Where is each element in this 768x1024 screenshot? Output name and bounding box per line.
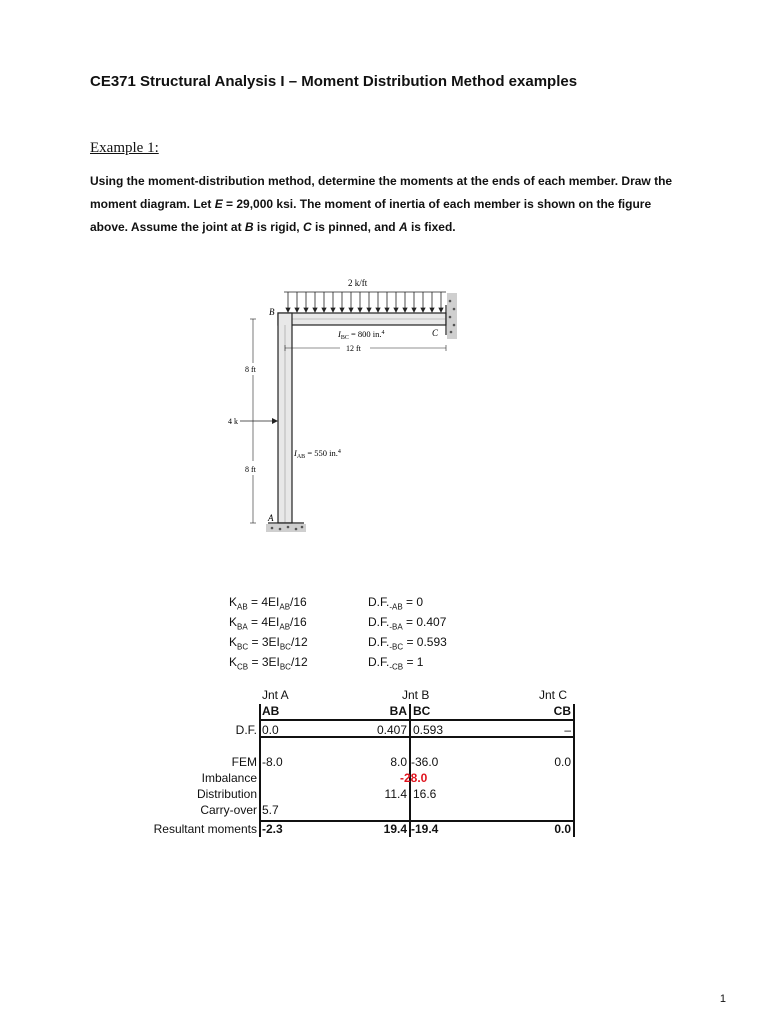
col-line-a — [259, 704, 261, 837]
page-number: 1 — [719, 993, 726, 1005]
lower-8ft-label: 8 ft — [245, 465, 256, 474]
cell-res-bc: -19.4 — [411, 822, 439, 836]
jnt-c-header: Jnt C — [539, 688, 568, 702]
point-load-arrow — [240, 418, 278, 424]
frame-figure — [220, 275, 470, 550]
cell-res-ab: -2.3 — [262, 822, 283, 836]
load-arrow-head — [421, 308, 425, 312]
pin-support-c — [446, 293, 457, 339]
cell-fem-ba: 8.0 — [390, 755, 407, 769]
problem-statement: Using the moment-distribution method, determine the moments at the ends of each member. Draw the moment diagram. Let E = 29,000 ksi. The moment of inertia of each member is shown on the figure above. Assume the joint at B is rigid, C is pinned, and A is fixed. — [90, 174, 673, 234]
member-bc: BC — [413, 704, 431, 718]
span-12ft-label: 12 ft — [346, 344, 361, 353]
cell-res-ba: 19.4 — [383, 822, 407, 836]
load-2kft-label: 2 k/ft — [348, 278, 368, 288]
load-arrow-head — [286, 308, 290, 312]
cell-fem-cb: 0.0 — [554, 755, 571, 769]
cell-co-ab: 5.7 — [262, 803, 279, 817]
cell-imbalance-b: -28.0 — [400, 771, 428, 785]
header-rule — [259, 719, 575, 721]
member-cb: CB — [553, 704, 571, 718]
col-line-c — [573, 704, 575, 837]
df-row: $D.F._{-BA} = 0.407$ — [368, 615, 447, 632]
row-label-distribution: Distribution — [196, 787, 257, 801]
stiffness-list — [229, 595, 308, 675]
joint-b-label: B — [269, 307, 275, 317]
stiffness-row: $K_{AB} = 4EI_{AB}/16$ — [229, 595, 307, 612]
row-label-carryover: Carry-over — [200, 803, 257, 817]
load-arrow-head — [412, 308, 416, 312]
load-arrow-head — [394, 308, 398, 312]
jnt-b-header: Jnt B — [402, 688, 430, 702]
cell-df-cb: – — [564, 723, 571, 737]
stiffness-row: $K_{BA} = 4EI_{AB}/16$ — [229, 615, 307, 632]
joint-a-label: A — [268, 513, 274, 523]
load-arrow-head — [367, 308, 371, 312]
df-row: $D.F._{-BC} = 0.593$ — [368, 635, 447, 652]
load-arrow-head — [349, 308, 353, 312]
distribution-factor-list — [368, 595, 447, 675]
load-arrow-head — [376, 308, 380, 312]
page-title: CE371 Structural Analysis I – Moment Distribution Method examples — [90, 73, 578, 90]
distributed-load-arrows — [284, 292, 446, 312]
df-row: $D.F._{-AB} = 0$ — [368, 595, 424, 612]
load-arrow-head — [439, 308, 443, 312]
load-arrow-head — [322, 308, 326, 312]
load-arrow-head — [403, 308, 407, 312]
load-arrow-head — [385, 308, 389, 312]
member-ba: BA — [389, 704, 407, 718]
cell-df-ba: 0.407 — [376, 723, 407, 737]
cell-dist-bc: 16.6 — [413, 787, 437, 801]
example-heading: Example 1: — [90, 140, 159, 156]
df-row: $D.F._{-CB} = 1$ — [368, 655, 424, 672]
cell-fem-bc: -36.0 — [411, 755, 439, 769]
row-label-fem: FEM — [231, 755, 257, 769]
stiffness-row: $K_{CB} = 3EI_{BC}/12$ — [229, 655, 308, 672]
jnt-a-header: Jnt A — [262, 688, 289, 702]
load-arrow-head — [358, 308, 362, 312]
cell-res-cb: 0.0 — [554, 822, 571, 836]
i-ab-label: $I_{AB} = 550$ in.$^4$ — [294, 448, 341, 460]
cell-df-bc: 0.593 — [413, 723, 444, 737]
member-ab: AB — [262, 704, 280, 718]
i-bc-label: $I_{BC} = 800$ in.$^4$ — [338, 329, 385, 341]
load-arrow-head — [340, 308, 344, 312]
joint-c-label: C — [432, 328, 439, 338]
upper-8ft-label: 8 ft — [245, 365, 256, 374]
row-label-resultant: Resultant moments — [153, 822, 257, 836]
cell-dist-ba: 11.4 — [384, 787, 407, 801]
load-arrow-head — [304, 308, 308, 312]
cell-df-ab: 0.0 — [262, 723, 279, 737]
load-arrow-head — [313, 308, 317, 312]
cell-fem-ab: -8.0 — [262, 755, 283, 769]
stiffness-row: $K_{BC} = 3EI_{BC}/12$ — [229, 635, 308, 652]
load-arrow-head — [430, 308, 434, 312]
load-arrow-head — [331, 308, 335, 312]
row-label-df: D.F. — [235, 723, 257, 737]
point-load-4k-label: 4 k — [228, 417, 238, 426]
fixed-support-a — [266, 523, 306, 532]
dimension-12ft — [285, 345, 446, 351]
load-arrow-head — [295, 308, 299, 312]
row-label-imbalance: Imbalance — [201, 771, 257, 785]
